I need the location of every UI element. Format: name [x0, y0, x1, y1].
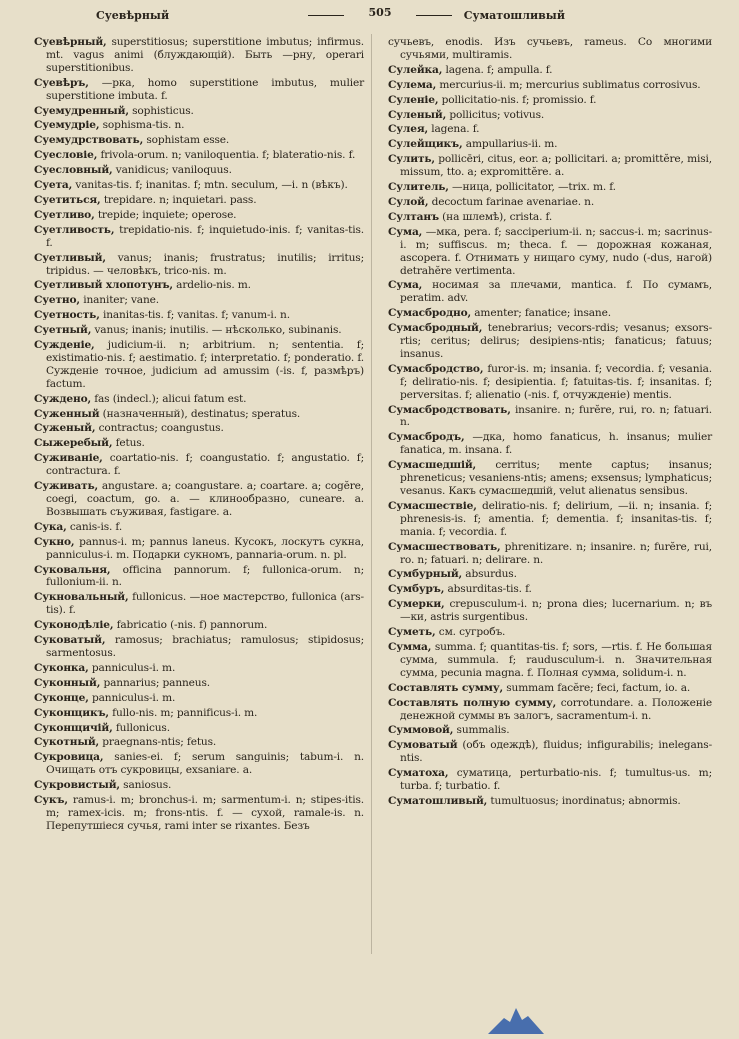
entry-headword: Суковатый,: [34, 634, 106, 647]
entry-definition: fas (indecl.); alicui fatum est.: [91, 392, 247, 405]
entry-definition: deliratio-nis. f; delirium, —ii. n; insania. f; phrenesis-is. f; amentia. f; dementia. f; insanitas-tis. f; mania. f; vecordia. f.: [400, 499, 712, 538]
entry-headword: Сумасбродно,: [388, 307, 472, 320]
entry-headword: Суетно,: [34, 294, 80, 307]
entry-headword: Суживать,: [34, 480, 99, 493]
entry-definition: inaniter; vane.: [79, 294, 159, 307]
entry-definition: frivola-orum. n; vaniloquentia. f; blateratio-nis. f.: [97, 149, 356, 162]
dictionary-entry: [388, 153, 712, 179]
entry-headword: Сумма,: [388, 640, 432, 653]
entry-definition: saniosus.: [119, 779, 172, 792]
entry-definition: insanire. n; furĕre, rui, ro. n; fatuari. n.: [400, 403, 712, 429]
dictionary-entry: [34, 692, 364, 705]
entry-definition: (объ одеждѣ), fluidus; infigurabilis; inelegans-ntis.: [400, 739, 712, 765]
entry-headword: Суматошливый,: [388, 794, 488, 807]
dictionary-entry: [388, 697, 712, 723]
dictionary-entry: [34, 707, 364, 720]
entry-definition: vanus; inanis; inutilis. — нѣсколько, subinanis.: [91, 324, 342, 337]
entry-definition: canis-is. f.: [66, 520, 123, 533]
dictionary-entry: [388, 123, 712, 136]
entry-definition: носимая за плечами, mantica. f. По сумамъ, peratim. adv.: [400, 279, 712, 305]
entry-headword: Суживаніе,: [34, 452, 103, 465]
dictionary-entry: [388, 598, 712, 624]
dictionary-entry: [34, 77, 364, 103]
entry-definition: contractus; coangustus.: [95, 422, 224, 435]
entry-headword: Суметь,: [388, 626, 436, 639]
entry-definition: fullonicus.: [112, 721, 170, 734]
entry-headword: Сумоватый: [388, 739, 458, 752]
dictionary-entry: [34, 751, 364, 777]
entry-definition: fullo-nis. m; pannificus-i. m.: [108, 706, 258, 719]
entry-headword: Суемудрствовать,: [34, 134, 144, 147]
entry-definition: sophisma-tis. n.: [99, 119, 185, 132]
entry-definition: cerritus; mente captus; insanus; phreneticus; vesaniens-ntis; amens; exsensus; lymphaticus; vesanus. Какъ сумасшедшій, velut alienatus sensibus.: [400, 459, 712, 497]
dictionary-entry: [34, 393, 364, 406]
dictionary-entry: [34, 452, 364, 478]
dictionary-entry: [34, 536, 364, 562]
entry-definition: panniculus-i. m.: [88, 661, 176, 674]
entry-headword: Суженный: [34, 407, 100, 420]
entry-definition: ardelio-nis. m.: [172, 279, 251, 292]
dictionary-entry: [388, 211, 712, 224]
entry-definition: pollicitatio-nis. f; promissio. f.: [438, 93, 597, 106]
dictionary-entry: [388, 363, 712, 402]
entry-headword: Сулитель,: [388, 181, 449, 194]
entry-definition: (назначенный), destinatus; speratus.: [99, 407, 301, 420]
entry-headword: Султанъ: [388, 210, 439, 223]
dictionary-entry: [388, 767, 712, 793]
entry-definition: tumultuosus; inordinatus; abnormis.: [487, 794, 681, 807]
dictionary-entry: [388, 109, 712, 122]
entry-headword: Сума,: [388, 225, 423, 238]
entry-headword: Суетливость,: [34, 223, 115, 236]
dictionary-entry: [388, 739, 712, 765]
entry-definition: lagena. f.: [428, 123, 480, 136]
entry-headword: Суемудренный,: [34, 104, 129, 117]
dictionary-entry: [34, 119, 364, 132]
dictionary-entry: [34, 591, 364, 617]
dictionary-entry: [388, 724, 712, 737]
entry-headword: Сукъ,: [34, 794, 68, 807]
entry-headword: Суета,: [34, 179, 73, 192]
entry-definition: сучьевъ, enodis. Изъ сучьевъ, rameus. Со многими сучьями, multiramis.: [388, 36, 712, 61]
dictionary-entry: [34, 736, 364, 749]
entry-headword: Суматоха,: [388, 767, 449, 780]
entry-definition: absurdus.: [462, 568, 517, 581]
entry-definition: trepide; inquiete; operose.: [94, 208, 237, 221]
entry-definition: tenebrarius; vecors-rdis; vesanus; exsors-rtis; ceritus; delirus; desipiens-ntis; fanaticus; fatuus; insanus.: [400, 322, 712, 360]
entry-headword: Суковальня,: [34, 563, 111, 576]
left-column: [34, 36, 364, 835]
entry-definition: lagena. f; ampulla. f.: [442, 63, 553, 76]
entry-headword: Сулейщикъ,: [388, 138, 463, 151]
entry-headword: Сумасшествіе,: [388, 499, 477, 512]
dictionary-entry: [34, 209, 364, 222]
page-number: 505: [300, 6, 460, 19]
entry-definition: trepidare. n; inquietari. pass.: [100, 193, 257, 206]
entry-headword: Сумасбродствовать,: [388, 403, 511, 416]
entry-headword: Сыжеребый,: [34, 437, 113, 450]
dictionary-entry: [34, 36, 364, 75]
dictionary-entry: [34, 279, 364, 292]
entry-definition: ramus-i. m; bronchus-i. m; sarmentum-i. n; stipes-itis. m; ramex-icis. m; frons-ntis. f. — сухой, ramale-is. n. Перепутшіеся сучья, rami inter se rixantes. Безъ: [46, 794, 364, 832]
entry-definition: summalis.: [453, 724, 510, 737]
entry-headword: Суетный,: [34, 324, 92, 337]
entry-definition: (на шлемѣ), crista. f.: [438, 210, 553, 223]
dictionary-entry: [388, 641, 712, 680]
dictionary-entry: [34, 309, 364, 322]
dictionary-entry: [34, 324, 364, 337]
dictionary-entry: [388, 307, 712, 320]
dictionary-entry: [34, 224, 364, 250]
dictionary-entry: [388, 431, 712, 457]
entry-definition: pannus-i. m; pannus laneus. Кусокъ, лоскутъ сукна, panniculus-i. m. Подарки сукномъ, pannaria-orum. n. pl.: [46, 535, 364, 561]
entry-headword: Сулой,: [388, 195, 429, 208]
entry-definition: angustare. a; coangustare. a; coartare. a; cogĕre, coegi, coactum, go. a. — клинообразно, cuneare. a. Возвышать съуживая, fastigare. a.: [46, 480, 364, 518]
entry-definition: summam facĕre; feci, factum, io. a.: [503, 681, 691, 694]
dictionary-entry: [34, 252, 364, 278]
dictionary-entry: [388, 64, 712, 77]
entry-headword: Суконка,: [34, 661, 89, 674]
entry-definition: trepidatio-nis. f; inquietudo-inis. f; vanitas-tis. f.: [46, 223, 364, 249]
entry-definition: officina pannorum. f; fullonica-orum. n; fullonium-ii. n.: [46, 563, 364, 589]
dictionary-entry: [34, 794, 364, 833]
dictionary-entry: [34, 422, 364, 435]
entry-headword: Сумбурный,: [388, 568, 463, 581]
entry-headword: Суетливый,: [34, 251, 106, 264]
entry-definition: decoctum farinae avenariae. n.: [428, 195, 595, 208]
dictionary-entry: [388, 79, 712, 92]
entry-definition: vanitas-tis. f; inanitas. f; mtn. seculum, —i. n (вѣкъ).: [72, 179, 348, 192]
dictionary-entry: [34, 722, 364, 735]
dictionary-entry: [34, 619, 364, 632]
dictionary-entry: [34, 437, 364, 450]
entry-headword: Сумасбродный,: [388, 322, 483, 335]
running-head-left: Суевѣрный: [96, 9, 170, 22]
dictionary-entry: [388, 583, 712, 596]
entry-headword: Сулейка,: [388, 63, 443, 76]
entry-headword: Сулема,: [388, 78, 437, 91]
dictionary-entry: [388, 138, 712, 151]
dictionary-entry: [34, 164, 364, 177]
entry-headword: Сумбуръ,: [388, 583, 445, 596]
dictionary-entry: [388, 541, 712, 567]
entry-definition: praegnans-ntis; fetus.: [99, 736, 217, 749]
entry-definition: corrotundare. a. Положеніе денежной суммы въ залогъ, sacramentum-i. n.: [400, 696, 713, 722]
entry-definition: см. сугробъ.: [435, 626, 506, 639]
dictionary-entry: [388, 94, 712, 107]
entry-definition: vanus; inanis; frustratus; inutilis; irritus; tripidus. — человѣкъ, trico-nis. m.: [46, 251, 364, 277]
entry-headword: Суетность,: [34, 309, 100, 322]
entry-headword: Суетливый хлопотунъ,: [34, 279, 173, 292]
entry-headword: Сукотный,: [34, 736, 100, 749]
entry-definition: —рка, homo superstitione imbutus, mulier superstitione imbuta. f.: [46, 76, 364, 102]
entry-headword: Сулить,: [388, 153, 435, 166]
dictionary-entry: [34, 149, 364, 162]
entry-headword: Суженый,: [34, 422, 96, 435]
dictionary-entry: [388, 626, 712, 639]
entry-headword: Суесловіе,: [34, 149, 98, 162]
dictionary-entry: [34, 339, 364, 391]
entry-definition: fetus.: [112, 437, 145, 450]
entry-headword: Суконодѣліе,: [34, 619, 114, 632]
dictionary-entry: [388, 279, 712, 305]
entry-definition: crepusculum-i. n; prona dies; lucernarium. n; въ —ки, astris surgentibus.: [400, 598, 712, 624]
column-divider: [371, 34, 372, 954]
entry-headword: Суконный,: [34, 676, 101, 689]
dictionary-entry: [388, 568, 712, 581]
entry-definition: суматица, perturbatio-nis. f; tumultus-us. m; turba. f; turbatio. f.: [400, 767, 712, 793]
dictionary-entry: [388, 459, 712, 498]
entry-definition: —ница, pollicitator, —trix. m. f.: [448, 181, 616, 194]
dictionary-entry: [34, 564, 364, 590]
entry-definition: fabricatio (-nis. f) pannorum.: [113, 619, 268, 632]
entry-headword: Сумасбродство,: [388, 362, 484, 375]
entry-definition: mercurius-ii. m; mercurius sublimatus corrosivus.: [436, 78, 701, 91]
entry-definition: summa. f; quantitas-tis. f; sors, —rtis. f. Не большая сумма, summula. f; raudusculum-i. n. Значительная сумма, pecunia magna. f. Полная сумма, solidum-i. n.: [400, 640, 712, 679]
entry-definition: ampullarius-ii. m.: [462, 138, 558, 151]
entry-definition: —дка, homo fanaticus, h. insanus; mulier fanatica, m. insana. f.: [400, 431, 712, 457]
page-header: [28, 6, 715, 26]
library-stamp-icon: [486, 1004, 546, 1034]
dictionary-entry: [388, 226, 712, 278]
entry-headword: Суесловный,: [34, 164, 113, 177]
dictionary-entry: [388, 500, 712, 539]
dictionary-entry: [34, 105, 364, 118]
entry-definition: ramosus; brachiatus; ramulosus; stipidosus; sarmentosus.: [46, 634, 364, 659]
entry-headword: Суконщикъ,: [34, 706, 109, 719]
dictionary-entry: [388, 795, 712, 808]
entry-definition: sanies-ei. f; serum sanguinis; tabum-i. n. Очищать отъ сукровицы, exsaniare. a.: [46, 751, 364, 777]
entry-headword: Суевѣрный,: [34, 36, 107, 48]
dictionary-entry: [34, 179, 364, 192]
entry-definition: judicium-ii. n; arbitrium. n; sententia. f; existimatio-nis. f; aestimatio. f; interpretatio. f; ponderatio. f. Сужденіе точное, judicium ad amussim (-is. f, размѣръ) factum.: [46, 339, 364, 390]
entry-headword: Суетливо,: [34, 208, 95, 221]
dictionary-entry: [34, 662, 364, 675]
entry-headword: Сукровица,: [34, 751, 104, 764]
dictionary-entry: [34, 194, 364, 207]
entry-headword: Сужденіе,: [34, 339, 95, 352]
dictionary-entry: [388, 181, 712, 194]
entry-definition: pollicitus; votivus.: [446, 108, 545, 121]
dictionary-entry: [388, 322, 712, 361]
entry-definition: amenter; fanatice; insane.: [471, 307, 611, 320]
dictionary-entry: [34, 521, 364, 534]
entry-headword: Суммовой,: [388, 724, 454, 737]
dictionary-entry: [388, 404, 712, 430]
entry-headword: Сукно,: [34, 535, 75, 548]
entry-headword: Составлять полную сумму,: [388, 696, 557, 709]
entry-headword: Сумерки,: [388, 598, 445, 611]
entry-definition: coartatio-nis. f; coangustatio. f; angustatio. f; contractura. f.: [46, 452, 364, 478]
dictionary-entry: [34, 294, 364, 307]
dictionary-entry: [34, 677, 364, 690]
entry-definition: pannarius; panneus.: [100, 676, 210, 689]
entry-headword: Сукровистый,: [34, 779, 120, 792]
entry-definition: phrenitizare. n; insanire. n; furĕre, rui, ro. n; fatuari. n; delirare. n.: [400, 540, 712, 566]
entry-headword: Сумасбродъ,: [388, 431, 465, 444]
entry-headword: Суленіе,: [388, 93, 439, 106]
entry-headword: Суетиться,: [34, 193, 101, 206]
entry-headword: Суконщичій,: [34, 721, 113, 734]
running-head-right: Суматошливый: [463, 9, 565, 22]
entry-definition: inanitas-tis. f; vanitas. f; vanum-i. n.: [99, 309, 290, 322]
entry-definition: furor-is. m; insania. f; vecordia. f; vesania. f; deliratio-nis. f; desipientia. f; fatuitas-tis. f; insanitas. f; perversitas. f; alienatio (-nis. f, отчужденіе) mentis.: [400, 362, 712, 401]
entry-headword: Сука,: [34, 520, 67, 533]
entry-headword: Сукновальный,: [34, 591, 129, 604]
entry-definition: —мка, pera. f; sacciperium-ii. n; saccus-i. m; sacrinus-i. m; suffiscus. m; theca. f. — дорожная кожаная, ascopera. f. Отнимать у нищаго суму, nudo (-dus, нагой) detrahĕre vertimenta.: [400, 225, 712, 277]
entry-headword: Суждено,: [34, 392, 92, 405]
entry-headword: Суленый,: [388, 108, 447, 121]
entry-definition: superstitiosus; superstitione imbutus; infirmus. mt. vagus animi (блуждающій). Быть —рну, operari superstitionibus.: [46, 36, 364, 74]
dictionary-entry: [34, 134, 364, 147]
dictionary-entry: [388, 36, 712, 62]
entry-headword: Сумасшедшій,: [388, 459, 477, 472]
entry-definition: pollicēri, citus, eor. a; pollicitari. a; promittĕre, misi, missum, tto. a; expromittĕre. a.: [400, 153, 712, 179]
entry-headword: Составлять сумму,: [388, 681, 504, 694]
dictionary-entry: [34, 408, 364, 421]
entry-definition: sophisticus.: [128, 104, 194, 117]
entry-headword: Сумасшествовать,: [388, 540, 501, 553]
entry-headword: Суевѣръ,: [34, 76, 89, 89]
entry-definition: absurditas-tis. f.: [444, 583, 532, 596]
entry-headword: Суконце,: [34, 691, 89, 704]
dictionary-entry: [34, 779, 364, 792]
entry-definition: sophistam esse.: [143, 134, 230, 147]
entry-headword: Сулея,: [388, 123, 429, 136]
dictionary-entry: [34, 634, 364, 660]
dictionary-entry: [388, 196, 712, 209]
entry-definition: vanidicus; vaniloquus.: [112, 164, 232, 177]
entry-definition: panniculus-i. m.: [88, 691, 176, 704]
right-column: [388, 36, 712, 810]
entry-definition: fullonicus. —ное мастерство, fullonica (ars-tis). f.: [46, 591, 364, 617]
entry-headword: Сума,: [388, 279, 423, 292]
dictionary-entry: [388, 682, 712, 695]
entry-headword: Суемудріе,: [34, 119, 100, 132]
dictionary-entry: [34, 480, 364, 519]
